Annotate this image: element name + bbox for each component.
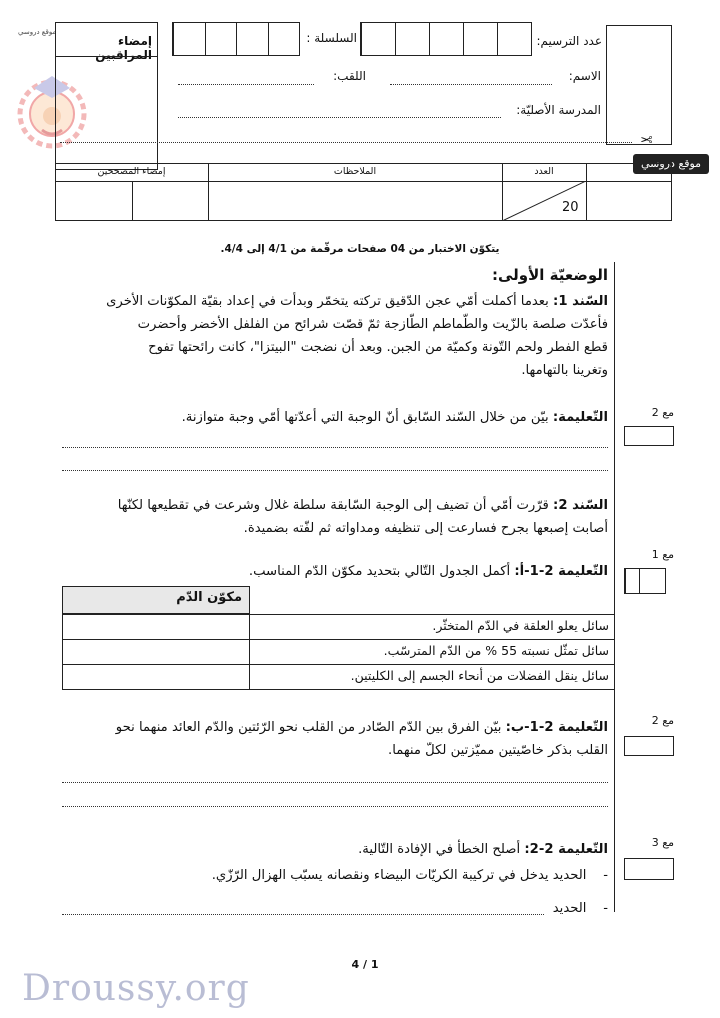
answer-line-3[interactable] [62,914,544,915]
instr212-label: التّعليمة 2-1-ب: [505,720,608,735]
grading-col-score: العدد [534,166,554,177]
answer-line-1a[interactable] [62,447,608,448]
grading-col-divider-4 [586,163,587,221]
proctor-divider [55,56,158,57]
blood-answer-cell-3[interactable] [62,664,250,690]
surname-field[interactable] [178,84,314,85]
blood-answer-cell-1[interactable] [62,614,250,640]
scissors-icon: ✂ [640,131,653,149]
doc1-line2: فأعدّت صلصة بالزّيت والطّماطم الطّازجة ثمّ قصّت شرائح من الفلفل الأخضر وأحضرت [137,317,608,332]
name-field[interactable] [390,84,552,85]
instr1-label: التّعليمة: [552,410,608,425]
document-2 [55,494,608,540]
bullet-dash-1: - [603,868,608,883]
mark-label-3: مع 2 [651,714,674,727]
doc2-label: السّند 2: [553,498,608,513]
exam-note: يتكوّن الاختبار من 04 صفحات مرقّمة من 4/1 إلى 4/4. [220,243,500,255]
instr22-label: التّعليمة 2-2: [524,842,608,857]
blood-table-header: مكوّن الدّم [176,590,242,605]
bullet-text-2: الحديد [552,901,587,916]
watermark: Droussy.org [22,968,250,1009]
proctor-signature-label: إمضاء المراقبين [95,34,152,62]
blood-row-1: سائل يعلو العلقة في الدّم المتخثّر. [432,618,609,633]
instruction-1 [55,406,608,429]
cut-line [60,142,632,143]
mark-box-3[interactable] [624,736,674,756]
school-field[interactable] [178,117,501,118]
mark-box-1[interactable] [624,426,674,446]
bullet-item-1 [55,864,608,887]
name-label: الاسم: [568,69,601,83]
registration-label: عدد الترسيم: [536,34,602,48]
blood-table [62,586,615,692]
mark-label-2: مع 1 [651,548,674,561]
blood-row-2: سائل تمثّل نسبته 55 % من الدّم المترسّب. [383,643,609,658]
blood-row-3: سائل ينقل الفضلات من أنحاء الجسم إلى الكليتين. [350,668,609,683]
doc2-line2: أصابت إصبعها بجرح فسارعت إلى تنظيفه ومداواته ثم لفّته بضميدة. [243,521,608,536]
grading-col-notes: الملاحظات [333,166,377,177]
doc1-label: السّند 1: [553,294,608,309]
instr1-text: بيّن من خلال السّند السّابق أنّ الوجبة التي أعدّتها أمّي وجبة متوازنة. [181,410,549,425]
instr212-line1: بيّن الفرق بين الدّم الصّادر من القلب نحو الرّئتين والدّم العائد منهما نحو [115,720,502,735]
grading-col-signatures: إمضاء المصححين [97,166,166,177]
series-boxes[interactable] [172,22,300,56]
answer-line-2a[interactable] [62,782,608,783]
bullet-dash-2: - [603,901,608,916]
instr22-text: أصلح الخطأ في الإفادة التّالية. [358,842,521,857]
page-number: 4 / 1 [351,958,379,971]
bullet-text-1: الحديد يدخل في تركيبة الكريّات البيضاء ونقصانه يسبّب الهزال الرّزّي. [211,868,587,883]
instr211-text: أكمل الجدول التّالي بتحديد مكوّن الدّم المناسب. [248,564,511,579]
doc1-line3: قطع الفطر ولحم التّونة وكميّة من الجبن. وبعد أن نضجت "البيتزا"، كانت رائحتها تفوح [148,340,608,355]
instruction-2-1-a [55,560,608,583]
answer-line-2b[interactable] [62,806,608,807]
mark-box-2[interactable] [624,568,666,594]
instruction-2-2 [55,838,608,861]
instr212-line2: القلب بذكر خاصّيتين مميّزتين لكلّ منهما. [388,743,608,758]
mark-label-1: مع 2 [651,406,674,419]
school-label: المدرسة الأصليّة: [516,103,601,117]
score-total: 20 [562,200,579,215]
registration-boxes[interactable] [360,22,532,56]
tiny-site-label: موقع دروسي [18,28,57,36]
instr211-label: التّعليمة 2-1-أ: [514,564,608,579]
doc1-line1: بعدما أكملت أمّي عجن الدّقيق تركته يتخمّر وبدأت في إعداد بقيّة المكوّنات الأخرى [106,294,549,309]
document-1 [55,290,608,382]
site-badge: موقع دروسي [633,154,709,174]
grading-col-divider-1 [208,163,209,221]
surname-label: اللقب: [333,69,366,83]
bullet-item-2 [55,897,608,920]
blood-answer-cell-2[interactable] [62,639,250,665]
mark-label-4: مع 3 [651,836,674,849]
doc2-line1: قرّرت أمّي أن تضيف إلى الوجبة السّابقة سلطة غلال وشرعت في تقطيعها لكنّها [117,498,549,513]
doc1-line4: وتغرينا بالتهامها. [521,363,608,378]
instruction-2-1-b [55,716,608,762]
answer-line-1b[interactable] [62,470,608,471]
mark-box-4[interactable] [624,858,674,880]
grading-col-divider-3 [132,181,133,221]
series-label: السلسلة : [306,31,357,45]
situation-title: الوضعيّة الأولى: [491,266,608,284]
photo-box [606,25,672,145]
